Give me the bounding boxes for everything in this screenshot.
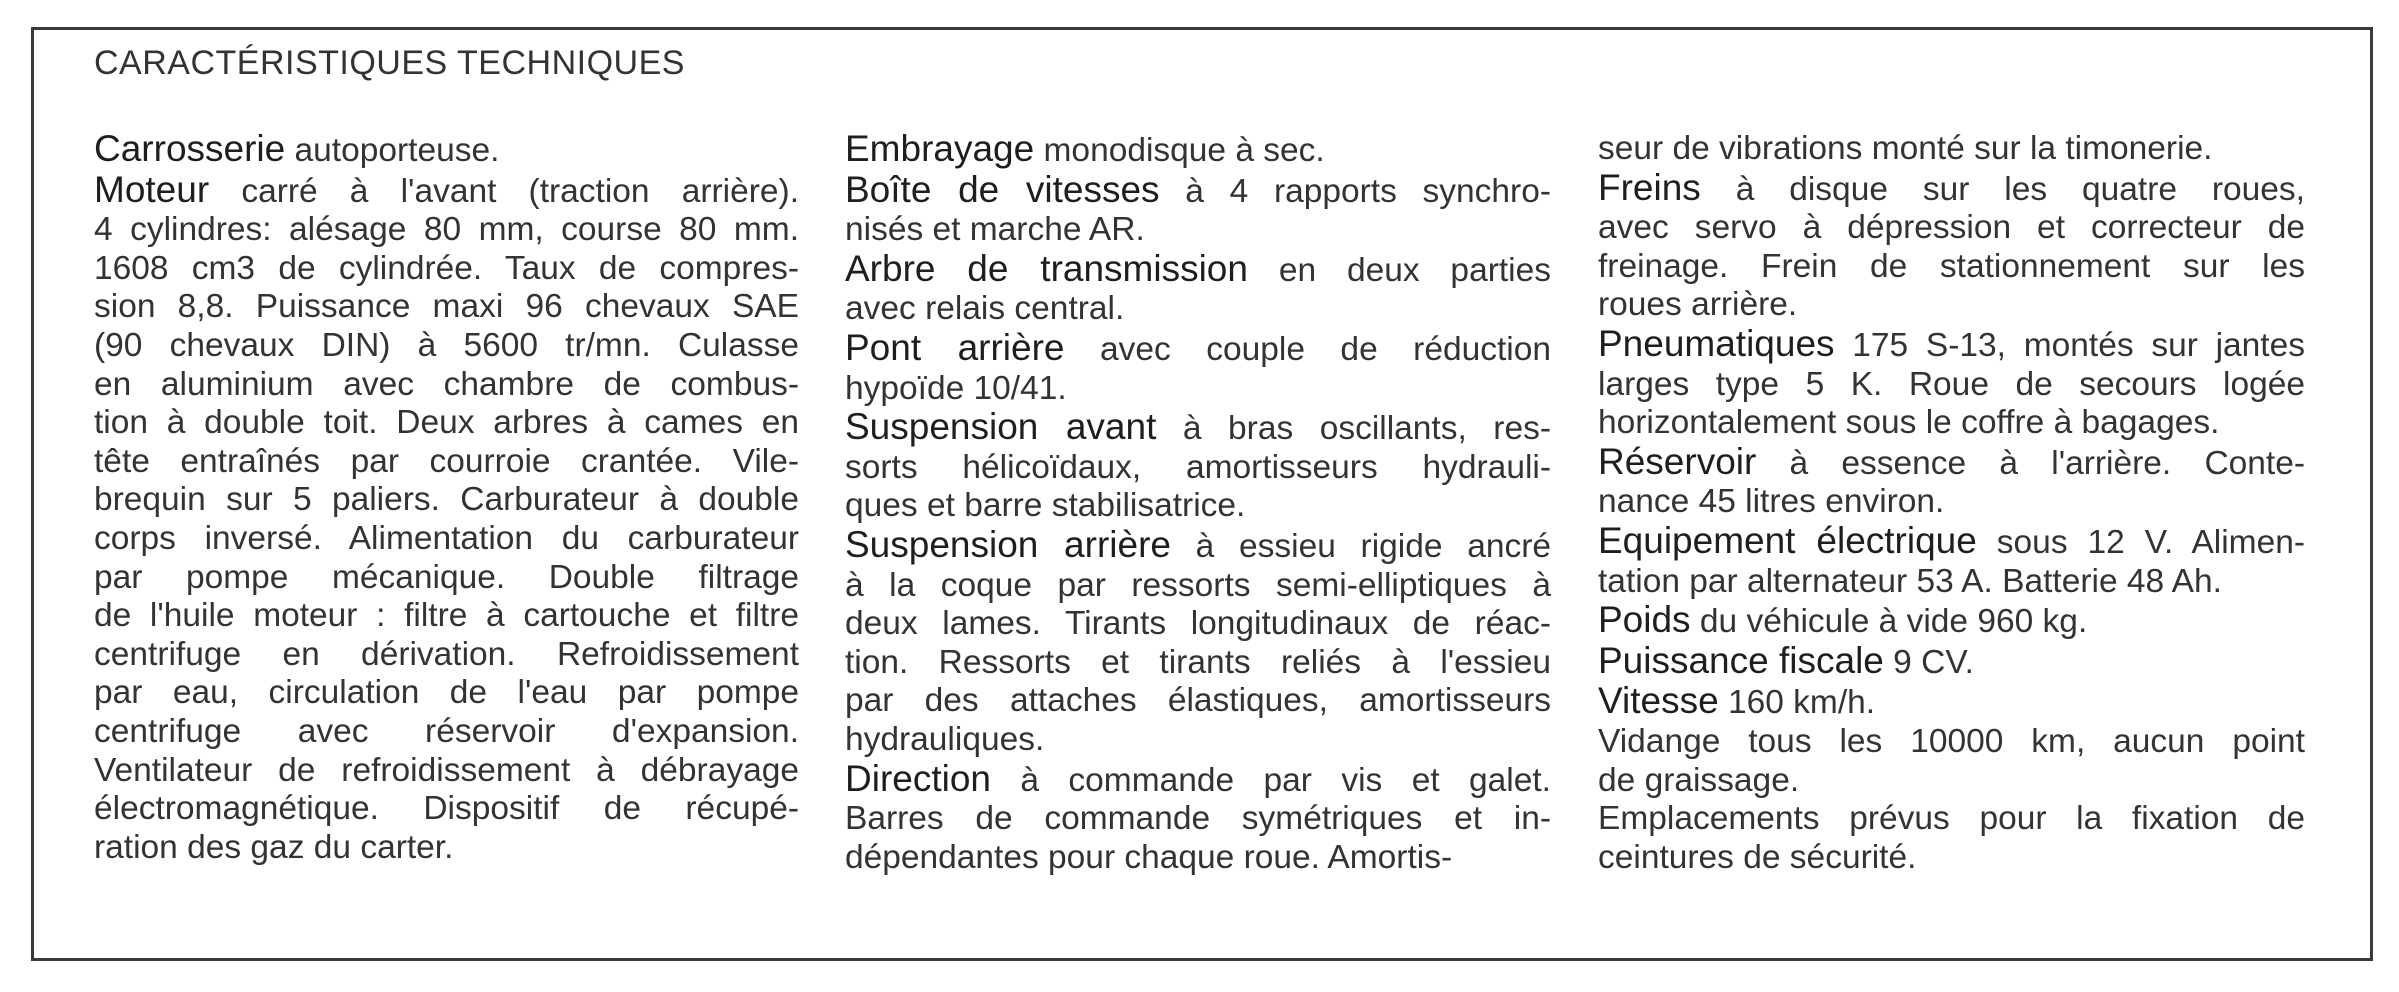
spec-term: Freins	[1598, 166, 1701, 208]
spec-text: avec couple de réduction	[1064, 330, 1551, 368]
spec-text: par des attaches élastiques, amortisseurs	[845, 682, 1551, 720]
spec-line	[94, 168, 799, 212]
spec-text: corps inversé. Alimentation du carburateur	[94, 519, 799, 557]
spec-line	[94, 481, 799, 520]
spec-line	[845, 721, 1551, 760]
spec-item	[94, 130, 799, 171]
spec-text: brequin sur 5 paliers. Carburateur à double	[94, 481, 799, 519]
spec-item	[845, 408, 1551, 526]
spec-text: 9 CV.	[1883, 643, 1974, 681]
spec-text: à commande par vis et galet.	[991, 761, 1551, 799]
spec-line	[1598, 483, 2305, 522]
spec-term: Embrayage	[845, 128, 1035, 169]
spec-column-1	[94, 130, 799, 867]
spec-text: ques et barre stabilisatrice.	[845, 487, 1246, 525]
spec-line	[94, 520, 799, 559]
spec-text: tation par alternateur 53 A. Batterie 48 Ah.	[1598, 562, 2222, 600]
spec-line	[94, 636, 799, 675]
spec-line	[845, 168, 1551, 212]
spec-text: en deux parties	[1247, 251, 1551, 289]
spec-item	[1598, 639, 2305, 683]
spec-term: Suspension avant	[845, 406, 1157, 448]
spec-line	[94, 829, 799, 868]
spec-text: centrifuge avec réservoir d'expansion.	[94, 712, 799, 750]
spec-line	[94, 790, 799, 829]
spec-text: monodisque à sec.	[1034, 132, 1325, 169]
spec-line	[94, 752, 799, 791]
spec-text: Emplacements prévus pour la fixation de	[1598, 800, 2305, 838]
spec-line	[94, 366, 799, 405]
spec-term: Equipement électrique	[1598, 519, 1977, 561]
spec-text: tion à double toit. Deux arbres à cames en	[94, 404, 799, 442]
spec-line	[845, 605, 1551, 644]
spec-item	[1598, 130, 2305, 169]
spec-term: Boîte de vitesses	[845, 168, 1160, 210]
spec-term: Carrosserie	[94, 128, 286, 169]
spec-line	[94, 443, 799, 482]
spec-text: à 4 rapports synchro-	[1159, 172, 1551, 210]
spec-item	[1598, 166, 2305, 325]
spec-text: par eau, circulation de l'eau par pompe	[94, 674, 799, 712]
spec-line	[94, 404, 799, 443]
spec-text: en aluminium avec chambre de combus-	[94, 365, 799, 403]
spec-line	[1598, 723, 2305, 762]
spec-text: ration des gaz du carter.	[94, 828, 454, 866]
spec-item	[1598, 322, 2305, 443]
spec-text: sion 8,8. Puissance maxi 96 chevaux SAE	[94, 288, 799, 326]
spec-text: carré à l'avant (traction arrière).	[209, 172, 799, 210]
spec-text: 4 cylindres: alésage 80 mm, course 80 mm.	[94, 211, 799, 249]
spec-term: Poids	[1598, 599, 1691, 641]
spec-line	[94, 559, 799, 598]
spec-text: centrifuge en dérivation. Refroidissement	[94, 635, 799, 673]
spec-text: 160 km/h.	[1718, 684, 1876, 722]
spec-line	[94, 327, 799, 366]
spec-line	[94, 211, 799, 250]
spec-item	[1598, 519, 2305, 601]
spec-text: roues arrière.	[1598, 286, 1798, 324]
spec-item	[845, 326, 1551, 408]
spec-line	[1598, 366, 2305, 405]
spec-line	[845, 370, 1551, 409]
spec-text: à essence à l'arrière. Conte-	[1756, 444, 2305, 482]
spec-item	[1598, 682, 2305, 723]
spec-text: avec relais central.	[845, 290, 1125, 328]
spec-item	[1598, 601, 2305, 642]
spec-text: sous 12 V. Alimen-	[1976, 523, 2305, 561]
spec-line	[1598, 166, 2305, 210]
spec-text: Ventilateur de refroidissement à débrayage	[94, 751, 799, 789]
spec-text: deux lames. Tirants longitudinaux de réac-	[845, 605, 1551, 643]
spec-term: Moteur	[94, 168, 210, 210]
spec-item	[845, 523, 1551, 760]
spec-line	[845, 567, 1551, 606]
spec-item	[845, 757, 1551, 878]
spec-text: de l'huile moteur : filtre à cartouche et filtre	[94, 597, 799, 635]
spec-text: par pompe mécanique. Double filtrage	[94, 558, 799, 596]
spec-line	[1598, 440, 2305, 484]
spec-term: Vitesse	[1598, 680, 1719, 722]
spec-text: larges type 5 K. Roue de secours logée	[1598, 365, 2305, 403]
spec-item	[845, 130, 1551, 171]
spec-text: 175 S-13, montés sur jantes	[1834, 326, 2305, 364]
spec-line	[1598, 519, 2305, 563]
spec-text: du véhicule à vide 960 kg.	[1690, 603, 2088, 641]
spec-line	[845, 247, 1551, 291]
spec-line	[94, 130, 799, 171]
spec-item	[1598, 723, 2305, 800]
spec-line	[1598, 682, 2305, 723]
spec-text: à la coque par ressorts semi-elliptiques à	[845, 566, 1551, 604]
spec-line	[94, 597, 799, 636]
spec-text: de graissage.	[1598, 761, 1800, 799]
spec-line	[1598, 286, 2305, 325]
spec-line	[94, 713, 799, 752]
spec-line	[845, 839, 1551, 878]
spec-line	[845, 211, 1551, 250]
spec-text: avec servo à dépression et correcteur de	[1598, 209, 2305, 247]
spec-line	[845, 408, 1551, 449]
spec-line	[1598, 839, 2305, 878]
spec-text: à essieu rigide ancré	[1170, 527, 1551, 565]
spec-text: Barres de commande symétriques et in-	[845, 800, 1551, 838]
spec-text: tion. Ressorts et tirants reliés à l'essieu	[845, 643, 1551, 681]
spec-line	[1598, 563, 2305, 602]
spec-text: autoporteuse.	[285, 132, 500, 169]
spec-line	[1598, 601, 2305, 642]
spec-line	[845, 800, 1551, 839]
spec-line	[94, 288, 799, 327]
spec-text: freinage. Frein de stationnement sur les	[1598, 247, 2305, 285]
spec-text: tête entraînés par courroie crantée. Vile-	[94, 442, 799, 480]
spec-term: Arbre de transmission	[845, 247, 1248, 289]
spec-term: Pneumatiques	[1598, 322, 1835, 364]
spec-line	[1598, 404, 2305, 443]
spec-item	[845, 247, 1551, 329]
spec-line	[845, 757, 1551, 801]
spec-line	[94, 250, 799, 289]
spec-line	[1598, 639, 2305, 683]
spec-item	[1598, 440, 2305, 522]
spec-term: Réservoir	[1598, 440, 1757, 482]
spec-column-2	[845, 130, 1551, 877]
spec-line	[845, 682, 1551, 721]
spec-line	[1598, 322, 2305, 366]
spec-text: à bras oscillants, res-	[1156, 410, 1551, 448]
spec-line	[845, 326, 1551, 370]
spec-term: Suspension arrière	[845, 523, 1171, 565]
spec-term: Direction	[845, 757, 991, 799]
spec-text: hypoïde 10/41.	[845, 369, 1067, 407]
spec-line	[1598, 762, 2305, 801]
spec-text: hydrauliques.	[845, 720, 1045, 758]
spec-term: Puissance fiscale	[1598, 639, 1884, 681]
spec-term: Pont arrière	[845, 326, 1065, 368]
spec-line	[845, 644, 1551, 683]
spec-line	[845, 130, 1551, 171]
spec-line	[1598, 248, 2305, 287]
spec-text: nance 45 litres environ.	[1598, 483, 1945, 521]
spec-text: seur de vibrations monté sur la timonerie.	[1598, 130, 2213, 167]
spec-text: (90 chevaux DIN) à 5600 tr/mn. Culasse	[94, 326, 799, 364]
spec-text: ceintures de sécurité.	[1598, 838, 1917, 876]
spec-line	[1598, 209, 2305, 248]
spec-line	[845, 290, 1551, 329]
spec-text: à disque sur les quatre roues,	[1700, 170, 2305, 208]
spec-text: nisés et marche AR.	[845, 211, 1145, 249]
spec-text: Vidange tous les 10000 km, aucun point	[1598, 722, 2305, 760]
spec-text: dépendantes pour chaque roue. Amortis-	[845, 838, 1453, 876]
spec-line	[845, 523, 1551, 567]
spec-line	[1598, 800, 2305, 839]
spec-item	[1598, 800, 2305, 877]
spec-item	[845, 168, 1551, 250]
spec-text: 1608 cm3 de cylindrée. Taux de compres-	[94, 249, 799, 287]
spec-column-3	[1598, 130, 2305, 877]
spec-line	[845, 487, 1551, 526]
spec-text: horizontalement sous le coffre à bagages.	[1598, 404, 2220, 442]
spec-item	[94, 168, 799, 868]
spec-line	[845, 449, 1551, 488]
spec-line	[94, 674, 799, 713]
page-title: CARACTÉRISTIQUES TECHNIQUES	[94, 44, 685, 82]
spec-text: électromagnétique. Dispositif de récupé-	[94, 790, 799, 828]
spec-text: sorts hélicoïdaux, amortisseurs hydrauli-	[845, 448, 1551, 486]
spec-line	[1598, 130, 2305, 169]
